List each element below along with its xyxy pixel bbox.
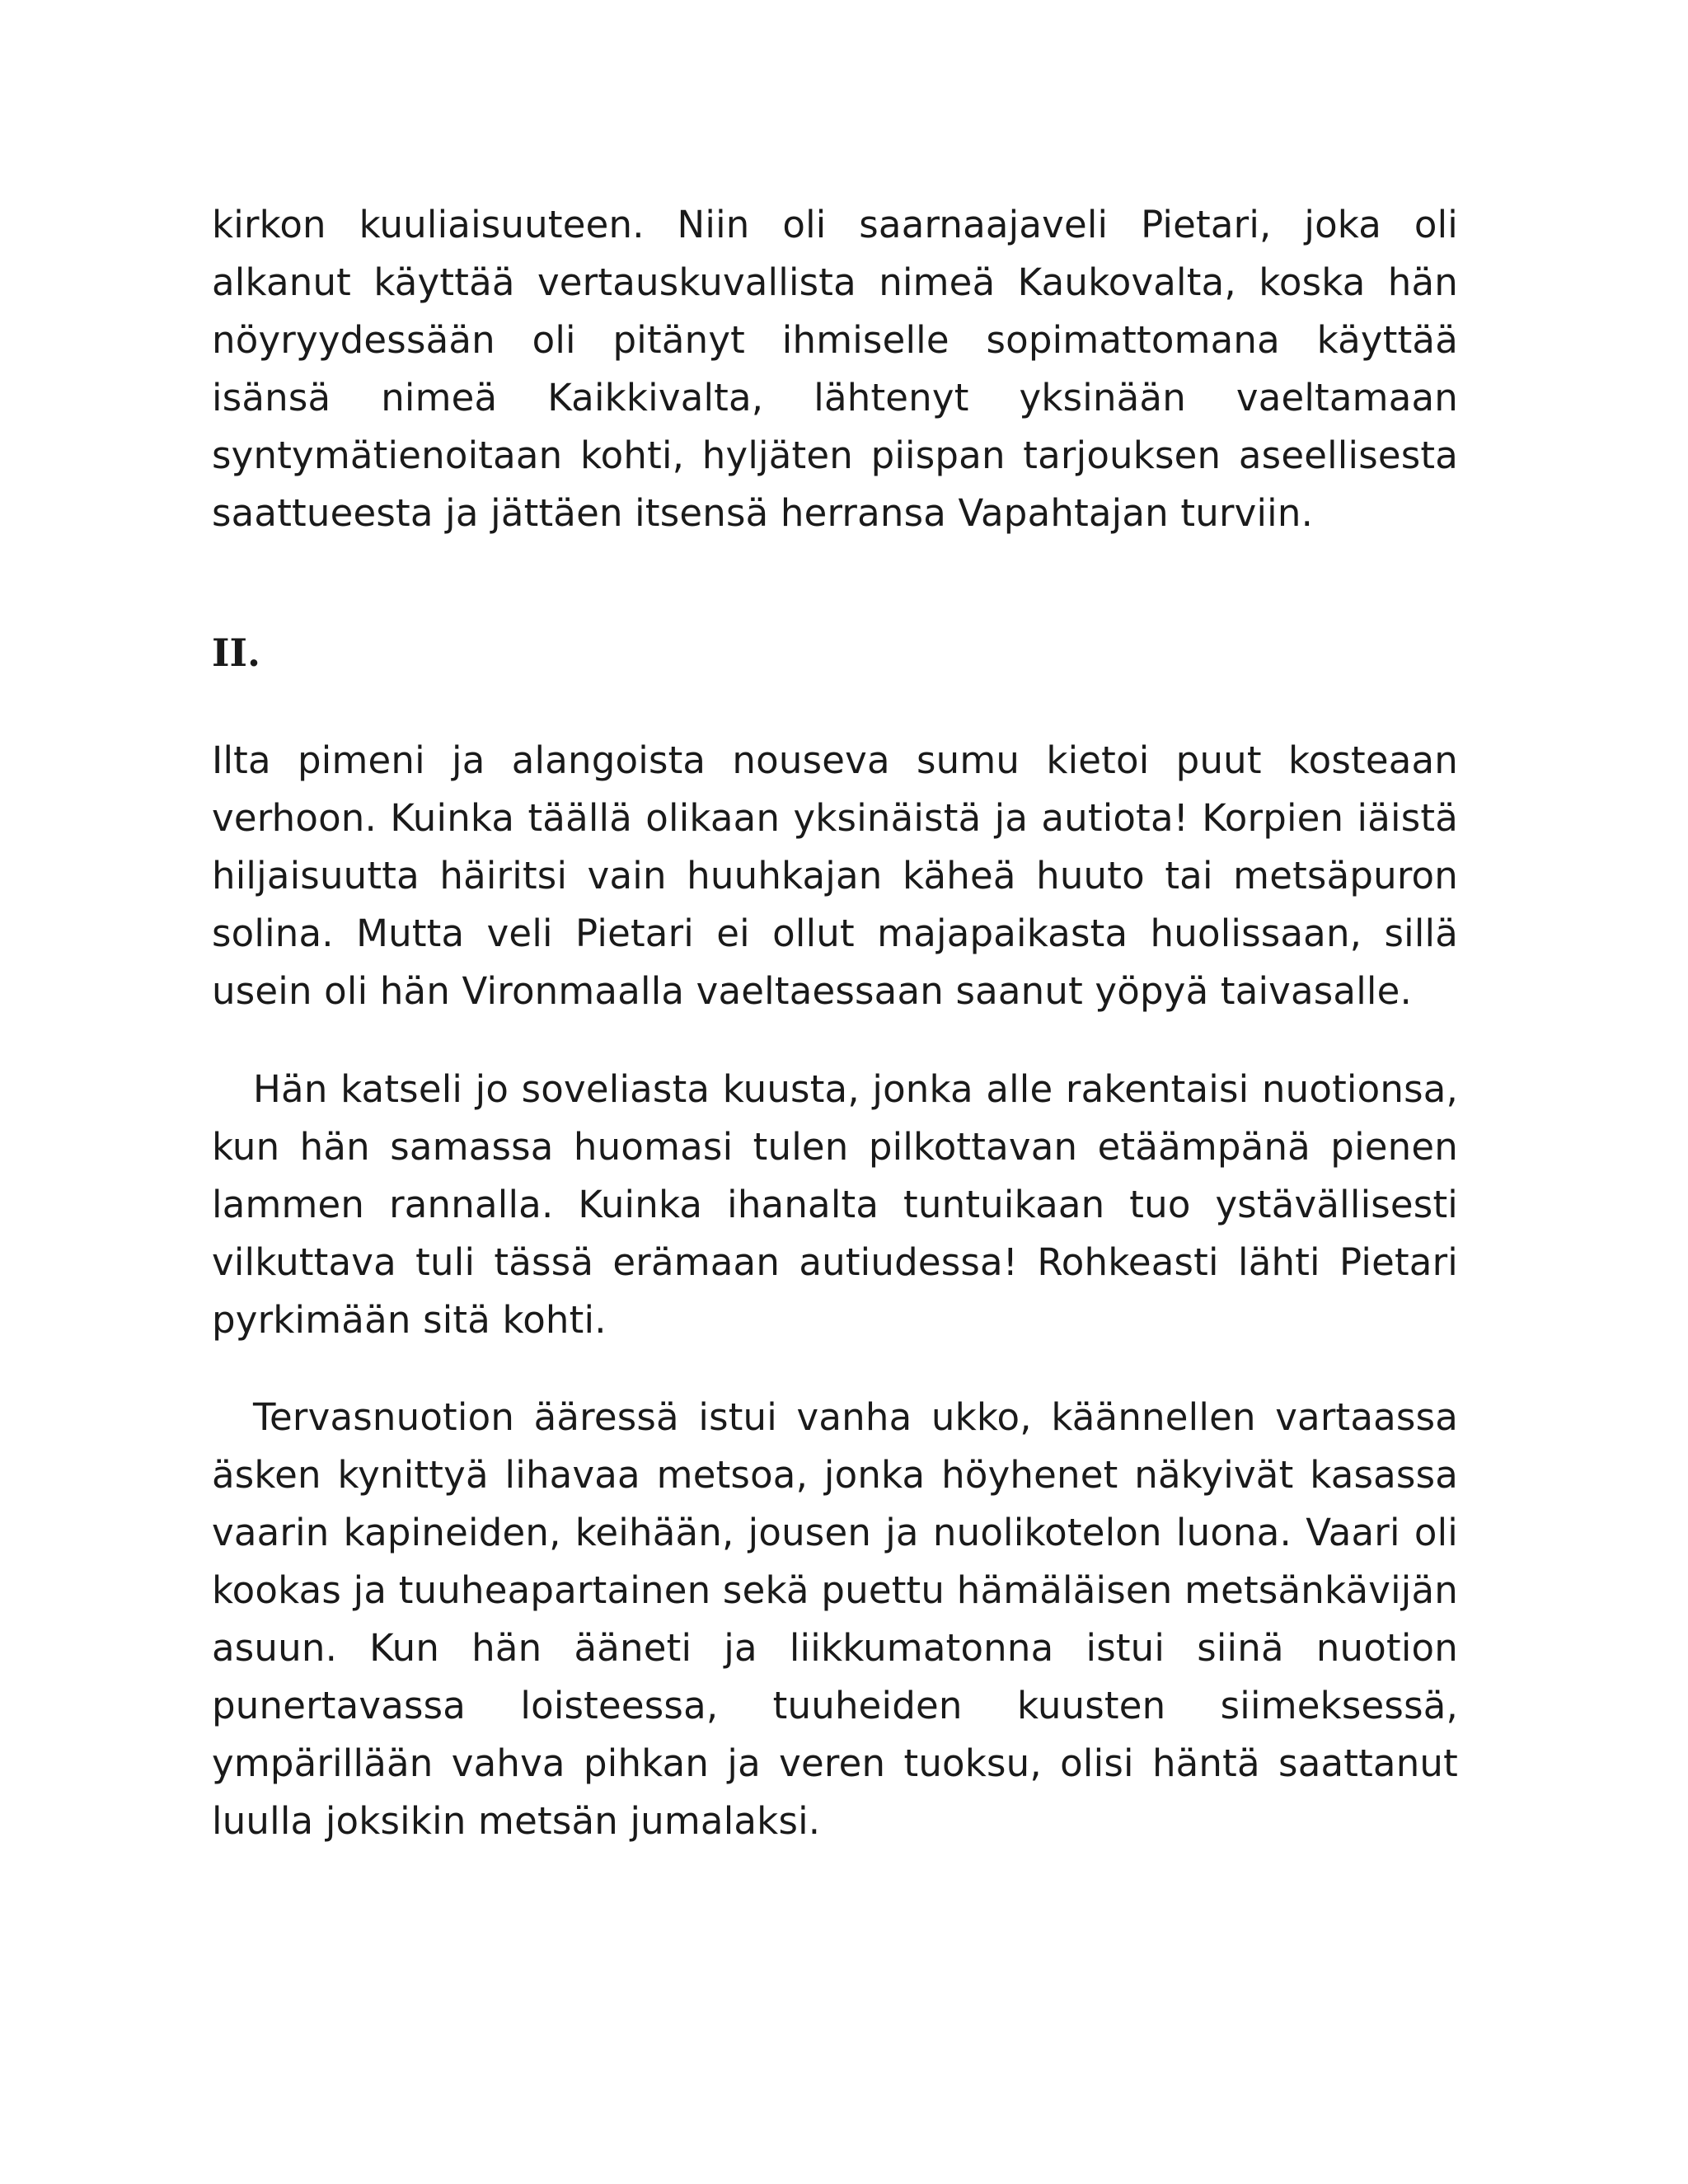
paragraph-4-block bbox=[212, 1389, 1458, 1850]
paragraph-1: kirkon kuuliaisuuteen. Niin oli saarnaajaveli Pietari, joka oli alkanut käyttää vertauskuvallista nimeä Kaukovalta, koska hän nöyryydessään oli pitänyt ihmiselle sopimattomana käyttää isänsä nimeä Kaikkivalta, lähtenyt yksinään vaeltamaan syntymätienoitaan kohti, hyljäten piispan tarjouksen aseellisesta saattueesta ja jättäen itsensä herransa Vapahtajan turviin. bbox=[212, 203, 1458, 535]
paragraph-1-block bbox=[212, 196, 1458, 542]
paragraph-2: Ilta pimeni ja alangoista nouseva sumu kietoi puut kosteaan verhoon. Kuinka täällä olikaan yksinäistä ja autiota! Korpien iäistä hiljaisuutta häiritsi vain huuhkajan käheä huuto tai metsäpuron solina. Mutta veli Pietari ei ollut majapaikasta huolissaan, sillä usein oli hän Vironmaalla vaeltaessaan saanut yöpyä taivasalle. bbox=[212, 738, 1458, 1013]
paragraph-4: Tervasnuotion ääressä istui vanha ukko, käännellen vartaassa äsken kynittyä lihavaa metsoa, jonka höyhenet näkyivät kasassa vaarin kapineiden, keihään, jousen ja nuolikotelon luona. Vaari oli kookas ja tuuheapartainen sekä puettu hämäläisen metsänkävijän asuun. Kun hän ääneti ja liikkumatonna istui siinä nuotion punertavassa loisteessa, tuuheiden kuusten siimeksessä, ympärillään vahva pihkan ja veren tuoksu, olisi häntä saattanut luulla joksikin metsän jumalaksi. bbox=[212, 1395, 1458, 1843]
section-heading: II. bbox=[212, 630, 261, 675]
paragraph-3: Hän katseli jo soveliasta kuusta, jonka alle rakentaisi nuotionsa, kun hän samassa huomasi tulen pilkottavan etäämpänä pienen lammen rannalla. Kuinka ihanalta tuntuikaan tuo ystävällisesti vilkuttava tuli tässä erämaan autiudessa! Rohkeasti lähti Pietari pyrkimään sitä kohti. bbox=[212, 1067, 1458, 1342]
paragraph-2-block bbox=[212, 732, 1458, 1020]
paragraph-3-block bbox=[212, 1061, 1458, 1349]
